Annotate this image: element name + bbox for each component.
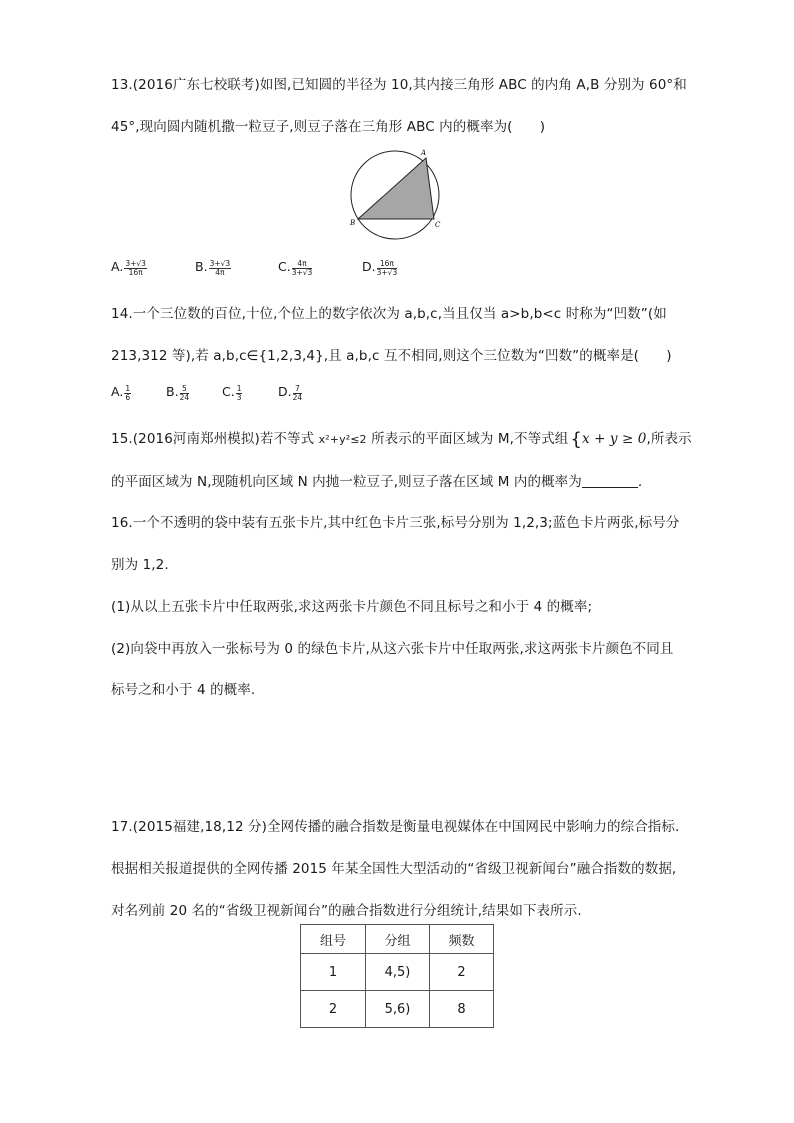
q13-option-d[interactable]: D. $\frac{16\pi}{3+√3}$ — [362, 258, 398, 277]
table-cell: 5,6) — [366, 991, 430, 1028]
q16-part2-line2: 标号之和小于 4 的概率. — [111, 682, 256, 698]
q16-part1: (1)从以上五张卡片中任取两张,求这两张卡片颜色不同且标号之和小于 4 的概率; — [111, 599, 593, 615]
vertex-label-b: B — [350, 219, 356, 227]
q14-option-a[interactable]: A. $\frac{1}{6}$ — [111, 383, 131, 402]
q15-inequality: x²+y²≤2 — [318, 433, 367, 446]
q16-line1: 16.一个不透明的袋中装有五张卡片,其中红色卡片三张,标号分别为 1,2,3;蓝色卡片两张,标号分 — [111, 515, 680, 531]
q14-option-d[interactable]: D. $\frac{7}{24}$ — [278, 383, 303, 402]
q13-option-a[interactable]: A. $\frac{3+√3}{16\pi}$ — [111, 258, 146, 277]
table-cell: 8 — [430, 991, 494, 1028]
table-header: 组号 — [301, 925, 366, 954]
q13-line2: 45°,现向圆内随机撒一粒豆子,则豆子落在三角形 ABC 内的概率为( ) — [111, 119, 546, 135]
circle-triangle-figure — [345, 145, 455, 250]
q17-line1: 17.(2015福建,18,12 分)全网传播的融合指数是衡量电视媒体在中国网民中影响力的综合指标. — [111, 819, 680, 835]
q13-option-b[interactable]: B. $\frac{3+√3}{4\pi}$ — [195, 258, 231, 277]
q14-line2: 213,312 等),若 a,b,c∈{1,2,3,4},且 a,b,c 互不相同,则这个三位数为“凹数”的概率是( ) — [111, 348, 672, 364]
table-cell: 1 — [301, 954, 366, 991]
table-row — [301, 991, 494, 1028]
brace-symbol: { — [570, 429, 582, 450]
q13-option-c[interactable]: C. $\frac{4\pi}{3+√3}$ — [278, 258, 313, 277]
vertex-label-c: C — [435, 221, 441, 229]
inscribed-triangle — [358, 158, 434, 219]
q16-line2: 别为 1,2. — [111, 557, 169, 573]
q14-line1: 14.一个三位数的百位,十位,个位上的数字依次为 a,b,c,当且仅当 a>b,b<c 时称为“凹数”(如 — [111, 306, 667, 322]
frequency-table — [300, 924, 494, 1028]
q15-line2: 的平面区域为 N,现随机向区域 N 内抛一粒豆子,则豆子落在区域 M 内的概率为 . — [111, 474, 643, 490]
table-row — [301, 954, 494, 991]
q13-line1: 13.(2016广东七校联考)如图,已知圆的半径为 10,其内接三角形 ABC 的内角 A,B 分别为 60°和 — [111, 77, 687, 93]
table-header: 频数 — [430, 925, 494, 954]
q14-option-b[interactable]: B. $\frac{5}{24}$ — [166, 383, 190, 402]
table-header-row — [301, 925, 494, 954]
vertex-label-a: A — [421, 149, 427, 157]
table-cell: 2 — [430, 954, 494, 991]
q14-option-c[interactable]: C. $\frac{1}{3}$ — [222, 383, 242, 402]
answer-blank[interactable] — [582, 475, 638, 488]
table-header: 分组 — [366, 925, 430, 954]
q16-part2-line1: (2)向袋中再放入一张标号为 0 的绿色卡片,从这六张卡片中任取两张,求这两张卡片颜色不同且 — [111, 641, 674, 657]
q15-line1: 15.(2016河南郑州模拟)若不等式 x²+y²≤2 所表示的平面区域为 M,不等式组 {x + y ≥ 0,所表示 — [111, 429, 692, 450]
table-cell: 4,5) — [366, 954, 430, 991]
q17-line2: 根据相关报道提供的全网传播 2015 年某全国性大型活动的“省级卫视新闻台”融合指数的数据, — [111, 861, 677, 877]
table-cell: 2 — [301, 991, 366, 1028]
q15-system-inequality: x + y ≥ 0 — [581, 431, 647, 447]
q17-line3: 对名列前 20 名的“省级卫视新闻台”的融合指数进行分组统计,结果如下表所示. — [111, 903, 582, 919]
